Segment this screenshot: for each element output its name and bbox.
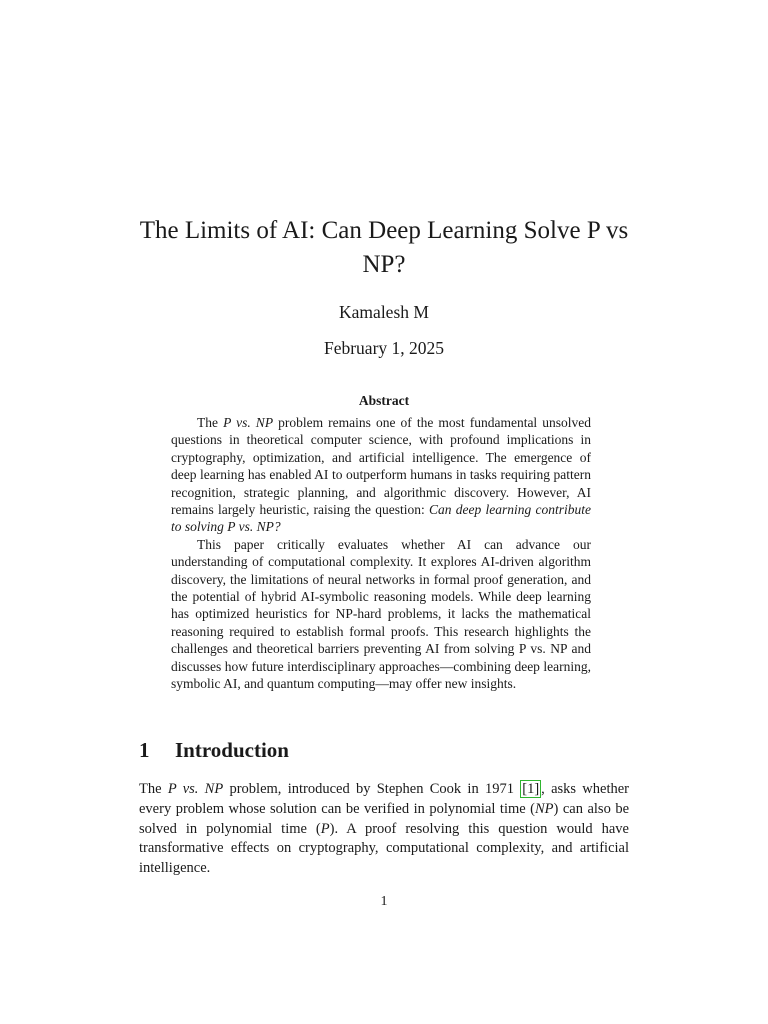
body-text: problem, introduced by Stephen Cook in 1971 [223, 781, 521, 797]
paper-date: February 1, 2025 [323, 338, 445, 358]
citation-link[interactable]: [1] [522, 781, 540, 797]
introduction-paragraph [139, 780, 629, 879]
section-number: 1 [139, 738, 150, 762]
body-text: ) can also be solved in polynomial time ( [139, 800, 630, 837]
abstract-paragraph-2: This paper critically evaluates whether AI can advance our understanding of computational complexity. It explores AI-driven algorithm discovery, the limitations of neural networks in formal proof generation, and the potential of hybrid AI-symbolic reasoning models. While deep learning has optimized heuristics for NP-hard problems, it lacks the mathematical reasoning required to establish formal proofs. This research highlights the challenges and theoretical barriers preventing AI from solving P vs. NP and discusses how future interdisciplinary approaches—combining deep learning, symbolic AI, and quantum computing—may offer new insights. [171, 536, 591, 692]
page-number: 1 [380, 894, 388, 909]
body-emphasis: P [320, 820, 330, 837]
abstract-heading: Abstract [358, 393, 410, 408]
paper-title: The Limits of AI: Can Deep Learning Solve P vs NP? [139, 217, 629, 278]
body-text: The [139, 781, 168, 797]
paper-author: Kamalesh M [339, 302, 429, 322]
abstract-question: Can deep learning contribute to solving P vs. NP? [171, 502, 591, 535]
abstract-emphasis: P vs. NP [223, 415, 274, 430]
abstract-text: The [197, 415, 224, 430]
body-text: ). A proof resolving this question would have transformative effects on cryptography, computational complexity, and artificial intelligence. [139, 820, 629, 877]
body-text: , asks whether every problem whose solution can be verified in polynomial time ( [139, 781, 630, 817]
body-emphasis: NP [535, 800, 554, 817]
abstract-paragraph-1 [171, 414, 591, 536]
abstract-text: problem remains one of the most fundamental unsolved questions in theoretical computer science, with profound implications in cryptography, optimization, and artificial intelligence. The emergence of deep learning has enabled AI to outperform humans in tasks requiring pattern recognition, strategic planning, and algorithmic discovery. However, AI remains largely heuristic, raising the question: [171, 415, 591, 518]
section-title: Introduction [175, 738, 289, 762]
abstract-body [171, 414, 591, 693]
section-heading-introduction [139, 738, 289, 763]
body-emphasis: P vs. NP [167, 781, 224, 797]
